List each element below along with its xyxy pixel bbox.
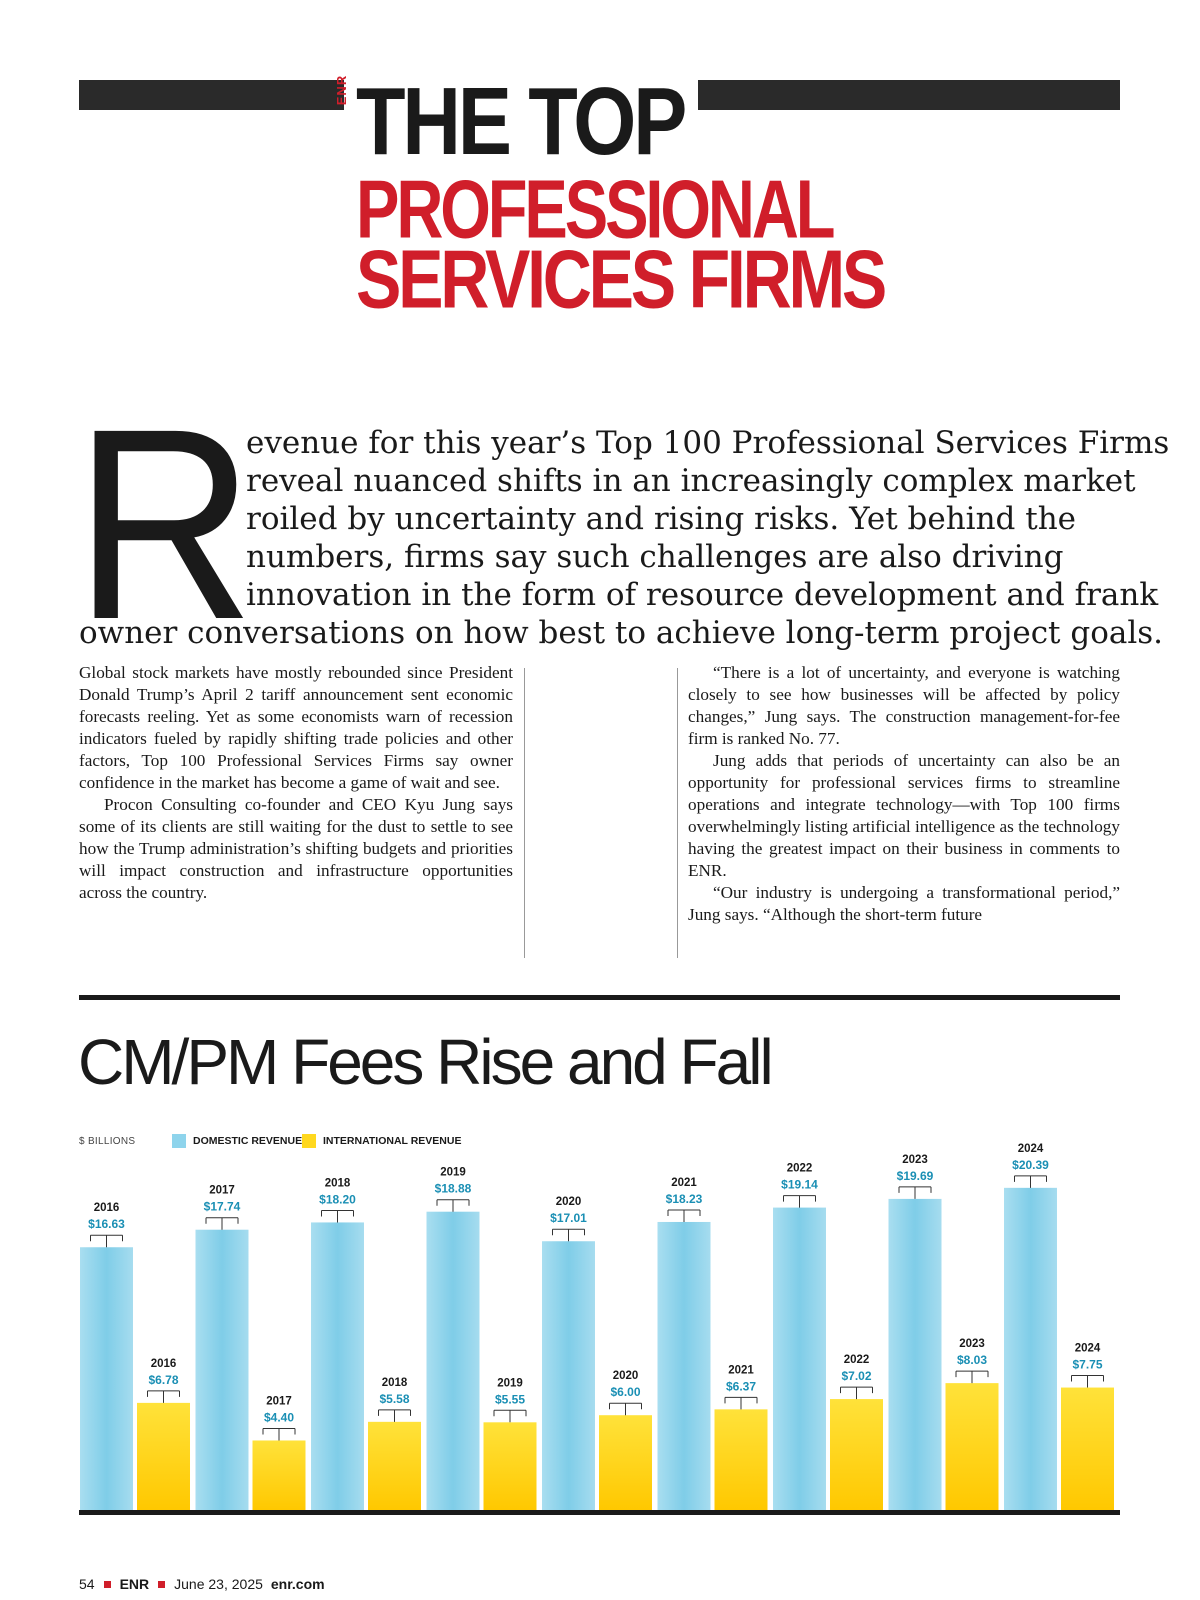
bar-international-2024 — [1061, 1388, 1114, 1510]
bar-year-label: 2016 — [93, 1202, 120, 1215]
bar-leader-line — [1015, 1176, 1047, 1188]
body-paragraph: Procon Consulting co-founder and CEO Kyu Jung says some of its clients are still waiting for the dust to settle to see how the Trump administration’s shifting budgets and priorities will impact construction and infrastructure opportunities across the country. — [79, 795, 513, 902]
masthead-title-line-2: PROFESSIONAL — [356, 163, 833, 256]
bar-leader-line — [494, 1410, 526, 1422]
bar-leader-line — [841, 1387, 873, 1399]
revenue-bar-chart — [0, 1120, 1200, 1520]
bar-value-label: $6.00 — [610, 1385, 641, 1400]
bar-domestic-2023 — [889, 1199, 942, 1510]
bar-year-label: 2019 — [440, 1166, 466, 1179]
bar-domestic-2021 — [658, 1222, 711, 1510]
bar-year-label: 2024 — [1074, 1342, 1101, 1355]
lede-line-2: reveal nuanced shifts in an increasingly complex market — [246, 463, 1136, 499]
bar-leader-line — [206, 1218, 238, 1230]
bar-international-2021 — [715, 1409, 768, 1510]
column-divider-2 — [677, 668, 678, 958]
body-paragraph: “There is a lot of uncertainty, and everyone is watching closely to see how businesses will be affected by policy changes,” Jung says. The construction management-for-fee firm is ranked No. 77. — [688, 663, 1120, 748]
masthead-brand: ENR — [334, 74, 349, 106]
bar-international-2016 — [137, 1403, 190, 1510]
legend-label-international: INTERNATIONAL REVENUE — [323, 1135, 462, 1147]
bar-domestic-2019 — [427, 1212, 480, 1510]
bar-year-label: 2019 — [497, 1377, 523, 1390]
bar-year-label: 2022 — [786, 1162, 813, 1175]
bar-leader-line — [1072, 1376, 1104, 1388]
bar-leader-line — [899, 1187, 931, 1199]
footer-page-number: 54 — [79, 1576, 95, 1592]
bar-international-2020 — [599, 1415, 652, 1510]
masthead-title-line-3: SERVICES FIRMS — [356, 233, 885, 326]
bar-value-label: $20.39 — [1012, 1157, 1049, 1172]
bar-value-label: $4.40 — [263, 1410, 295, 1425]
bar-value-label: $8.03 — [956, 1353, 988, 1368]
lede-line-6: owner conversations on how best to achieve long-term project goals. — [79, 615, 1164, 651]
bar-leader-line — [91, 1235, 123, 1247]
bar-value-label: $18.88 — [434, 1181, 472, 1196]
body-paragraph: Jung adds that periods of uncertainty can also be an opportunity for professional services firms to streamline operations and integrate technology—with Top 100 firms overwhelmingly listing artificial intelligence as the technology having the greatest impact on their business in comments to ENR. — [688, 751, 1120, 880]
legend-label-domestic: DOMESTIC REVENUE — [193, 1135, 303, 1147]
chart-title: CM/PM Fees Rise and Fall — [78, 1026, 771, 1098]
bar-leader-line — [379, 1410, 411, 1422]
chart-baseline — [79, 1510, 1120, 1515]
bar-international-2017 — [253, 1440, 306, 1510]
bar-year-label: 2021 — [671, 1176, 697, 1189]
bar-leader-line — [263, 1428, 295, 1440]
footer-date: June 23, 2025 — [174, 1576, 263, 1592]
bar-value-label: $6.37 — [725, 1379, 757, 1394]
bar-value-label: $5.55 — [494, 1392, 526, 1407]
bar-value-label: $5.58 — [379, 1391, 410, 1406]
lede-line-1: evenue for this year’s Top 100 Professional Services Firms — [246, 425, 1170, 461]
bar-leader-line — [784, 1196, 816, 1208]
masthead-bar-left — [79, 80, 344, 110]
body-paragraph: “Our industry is undergoing a transformational period,” Jung says. “Although the short-term future — [688, 883, 1120, 924]
bar-international-2018 — [368, 1422, 421, 1510]
bar-international-2019 — [484, 1422, 537, 1510]
bar-year-label: 2017 — [209, 1184, 235, 1197]
bar-domestic-2024 — [1004, 1188, 1057, 1510]
bar-value-label: $16.63 — [88, 1217, 125, 1232]
lede-line-3: roiled by uncertainty and rising risks. Yet behind the — [246, 501, 1077, 537]
body-paragraph: Global stock markets have mostly rebounded since President Donald Trump’s April 2 tariff announcement sent economic forecasts reeling. Yet as some economists warn of recession indicators fueled by rapidly shifting trade policies and other factors, Top 100 Professional Services Firms say owner confidence in the market has become a game of wait and see. — [79, 663, 513, 792]
bar-domestic-2020 — [542, 1241, 595, 1510]
footer-brand: ENR — [119, 1576, 150, 1592]
bar-leader-line — [668, 1210, 700, 1222]
bar-year-label: 2018 — [324, 1177, 351, 1190]
bar-value-label: $19.69 — [896, 1168, 934, 1183]
bar-year-label: 2022 — [843, 1354, 870, 1367]
bar-value-label: $17.01 — [550, 1211, 587, 1226]
bar-value-label: $18.20 — [319, 1192, 356, 1207]
page-footer — [79, 1576, 325, 1592]
bar-year-label: 2024 — [1017, 1142, 1044, 1155]
bar-domestic-2017 — [196, 1230, 249, 1510]
bar-leader-line — [956, 1371, 988, 1383]
footer-separator — [104, 1581, 111, 1588]
bar-leader-line — [725, 1397, 757, 1409]
bar-international-2022 — [830, 1399, 883, 1510]
bar-value-label: $19.14 — [781, 1177, 818, 1192]
chart-section-rule — [79, 995, 1120, 1000]
bar-year-label: 2020 — [555, 1196, 582, 1209]
bar-year-label: 2023 — [902, 1153, 928, 1166]
bar-year-label: 2016 — [150, 1357, 177, 1370]
masthead-bar-right — [698, 80, 1120, 110]
bar-value-label: $17.74 — [203, 1199, 241, 1214]
bar-domestic-2016 — [80, 1247, 133, 1510]
bar-value-label: $6.78 — [148, 1372, 179, 1387]
bar-value-label: $18.23 — [665, 1191, 703, 1206]
bar-leader-line — [553, 1229, 585, 1241]
lede-line-4: numbers, firms say such challenges are also driving — [246, 539, 1064, 575]
bar-leader-line — [437, 1200, 469, 1212]
body-column-2 — [688, 662, 1120, 926]
lede-dropcap: R — [74, 372, 255, 676]
body-column-1 — [79, 662, 513, 904]
bar-year-label: 2017 — [266, 1395, 292, 1408]
footer-site: enr.com — [270, 1576, 325, 1592]
bar-year-label: 2023 — [959, 1338, 985, 1351]
bar-international-2023 — [946, 1383, 999, 1510]
bar-leader-line — [610, 1403, 642, 1415]
lede-line-5: innovation in the form of resource development and frank — [246, 577, 1159, 613]
bar-value-label: $7.75 — [1072, 1357, 1103, 1372]
bar-year-label: 2021 — [728, 1364, 754, 1377]
bar-domestic-2018 — [311, 1222, 364, 1510]
bar-year-label: 2020 — [612, 1370, 639, 1383]
bar-domestic-2022 — [773, 1208, 826, 1510]
bar-leader-line — [322, 1210, 354, 1222]
footer-separator — [158, 1581, 165, 1588]
chart-units-label: $ BILLIONS — [79, 1136, 136, 1147]
bar-leader-line — [148, 1391, 180, 1403]
bar-value-label: $7.02 — [841, 1369, 872, 1384]
masthead-title-line-1: THE TOP — [356, 68, 685, 176]
bar-year-label: 2018 — [381, 1376, 408, 1389]
column-divider-1 — [524, 668, 525, 958]
